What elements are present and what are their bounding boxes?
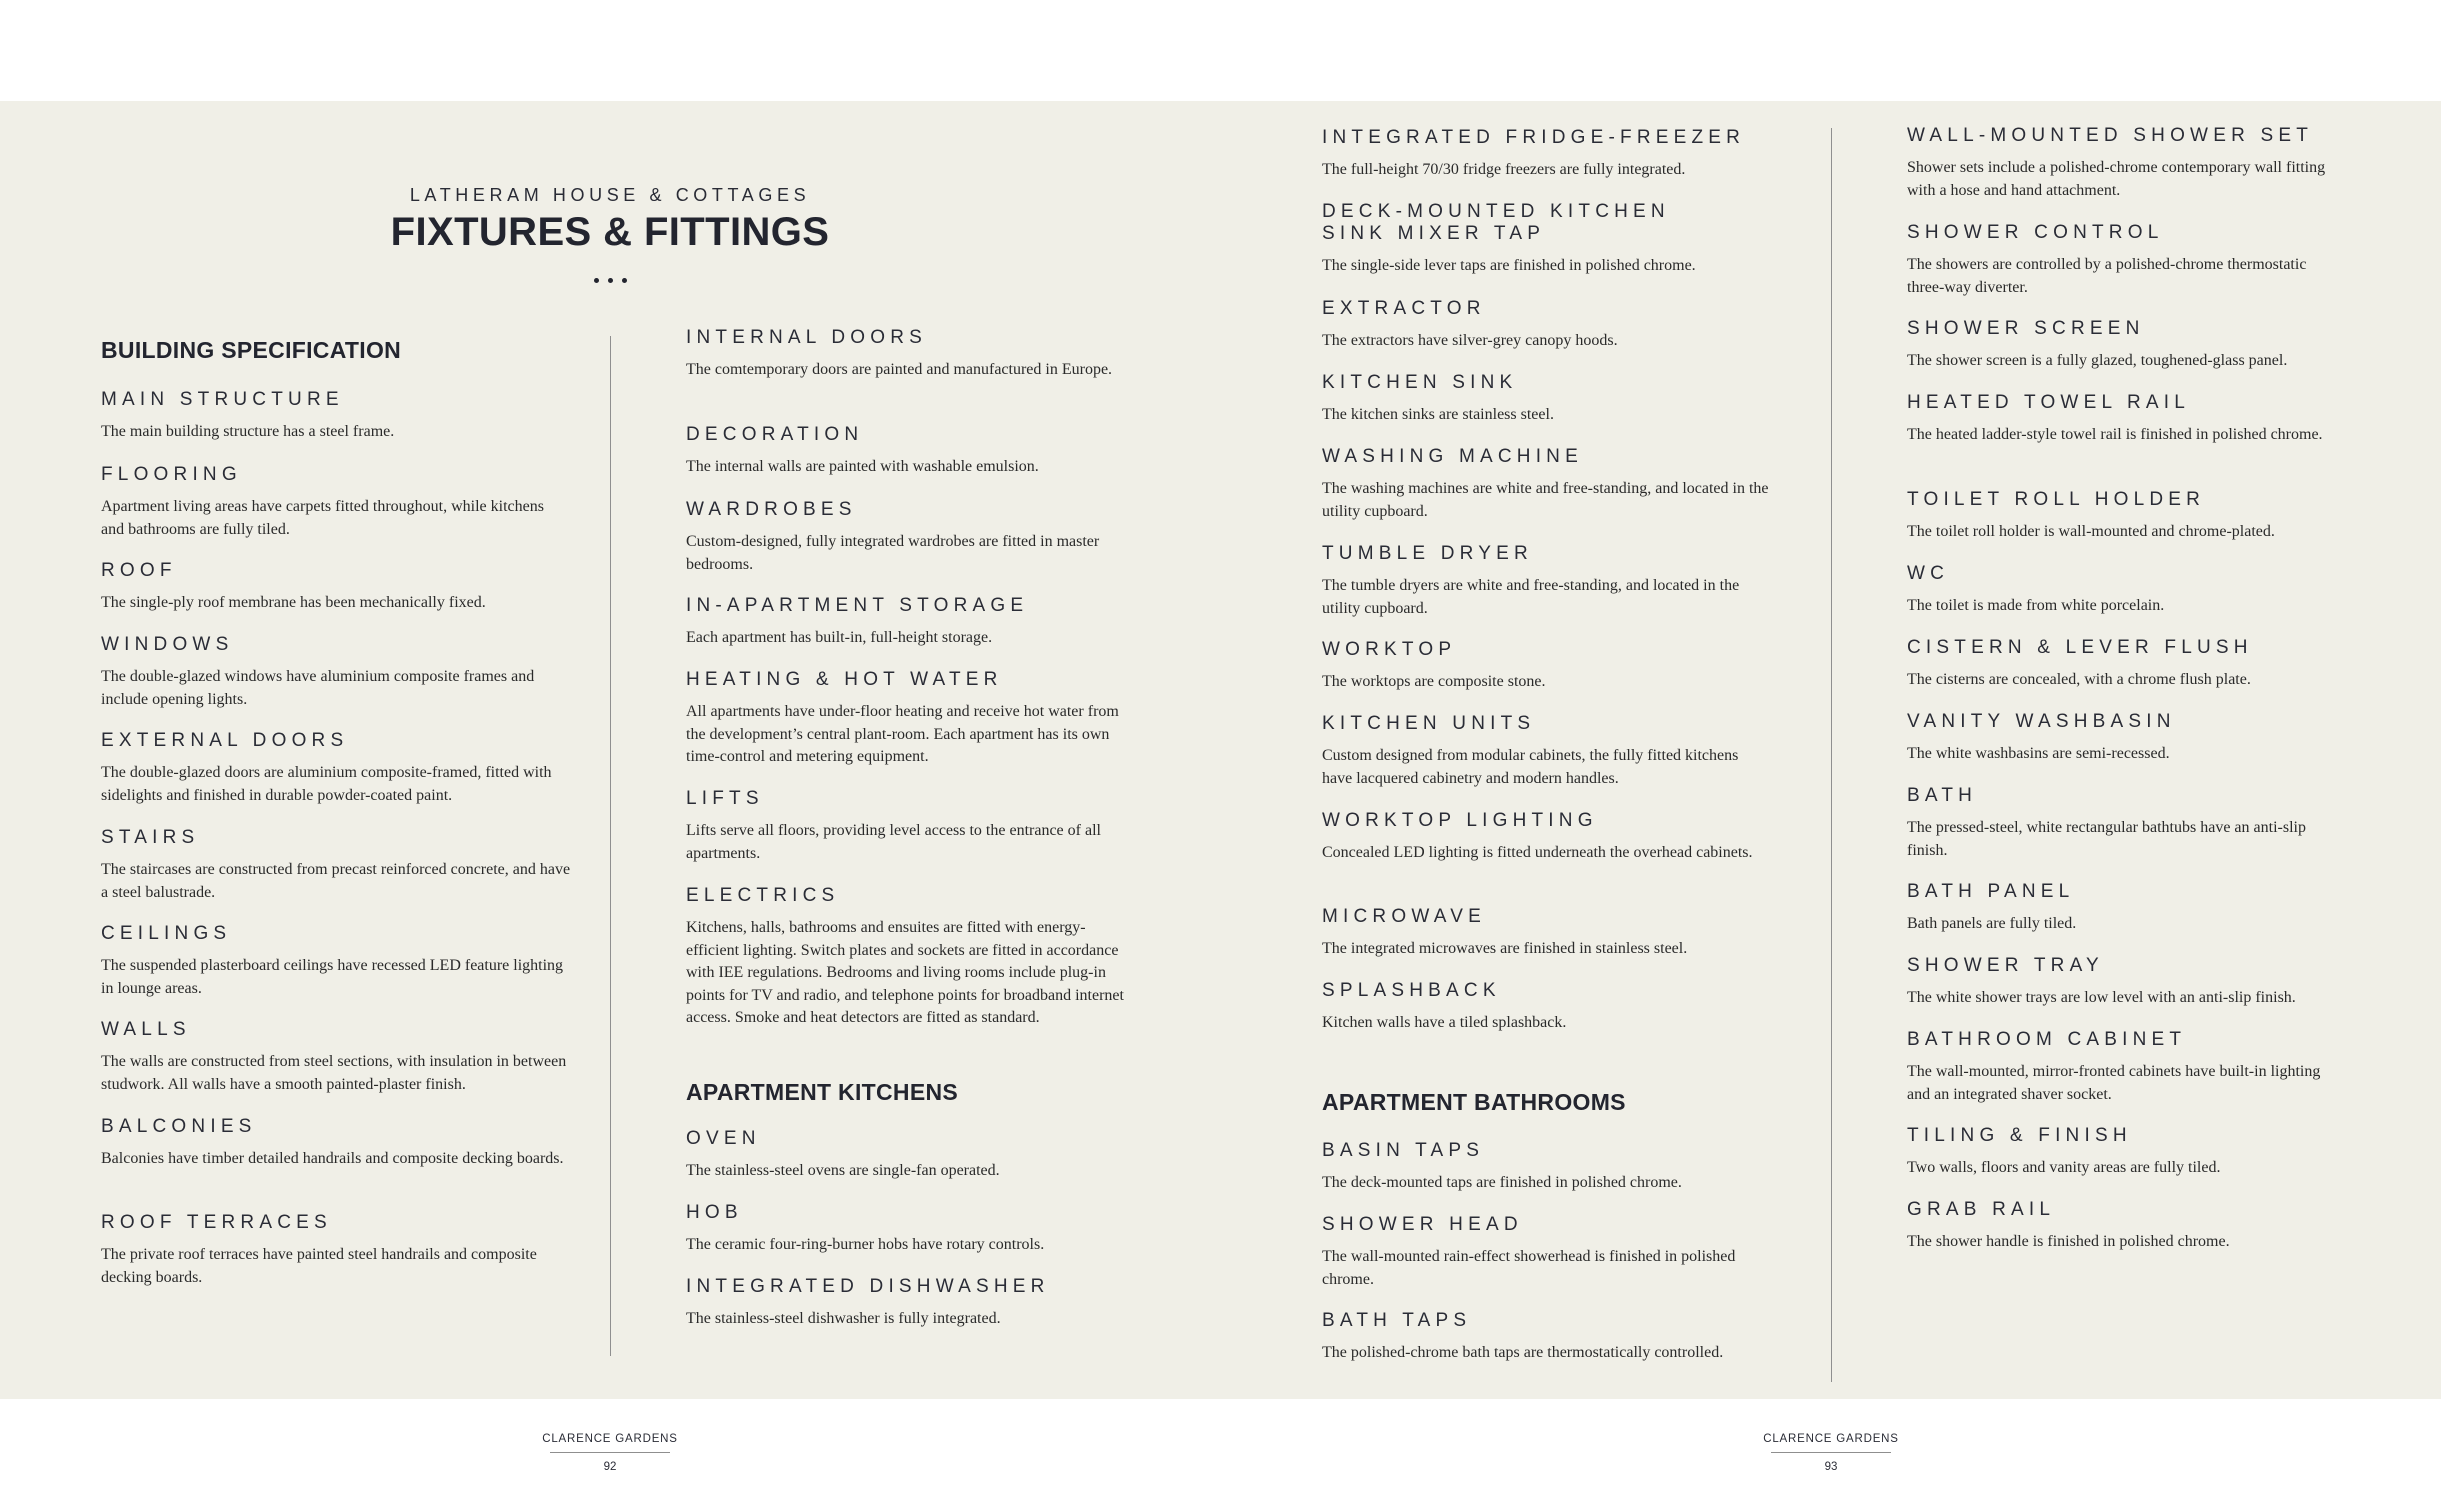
spec-item-text: The comtemporary doors are painted and manufactured in Europe. bbox=[686, 361, 1113, 378]
dot-icon bbox=[594, 278, 599, 283]
spec-item-text: The heated ladder-style towel rail is finished in polished chrome. bbox=[1907, 426, 2323, 443]
dot-icon bbox=[608, 278, 613, 283]
spec-item bbox=[1907, 489, 2337, 563]
spec-item bbox=[1907, 785, 2337, 881]
spec-item-heading: CISTERN & LEVER FLUSH bbox=[1907, 637, 2253, 658]
spec-item-text: The washing machines are white and free-standing, and located in the utility cupboard. bbox=[1322, 480, 1769, 520]
spec-item-text: The staircases are constructed from precast reinforced concrete, and have a steel balustrade. bbox=[101, 861, 571, 901]
spec-item-heading: HEATING & HOT WATER bbox=[686, 669, 1003, 690]
column-bathroom-fittings bbox=[1907, 125, 2337, 1254]
spec-item-text: The tumble dryers are white and free-standing, and located in the utility cupboard. bbox=[1322, 577, 1740, 617]
spec-item-text: The stainless-steel ovens are single-fan operated. bbox=[686, 1162, 1000, 1179]
spec-item bbox=[1907, 1199, 2337, 1254]
spec-item-text: The shower screen is a fully glazed, toughened-glass panel. bbox=[1907, 352, 2288, 369]
spec-item-heading: SHOWER TRAY bbox=[1907, 955, 2104, 976]
spec-item bbox=[1907, 711, 2337, 785]
spec-item-heading: BATH TAPS bbox=[1322, 1310, 1472, 1331]
spec-item bbox=[101, 730, 571, 827]
spec-item-heading: OVEN bbox=[686, 1128, 761, 1149]
spec-item bbox=[686, 669, 1126, 788]
spec-item-heading: WC bbox=[1907, 563, 1950, 584]
spec-item-heading: DECK-MOUNTED KITCHEN SINK MIXER TAP bbox=[1322, 201, 1670, 244]
spec-item-text: The white washbasins are semi-recessed. bbox=[1907, 745, 2170, 762]
spec-item-text: The showers are controlled by a polished-chrome thermostatic three-way diverter. bbox=[1907, 256, 2307, 296]
spec-item-heading: EXTERNAL DOORS bbox=[101, 730, 349, 751]
column-interiors-and-kitchens bbox=[686, 327, 1126, 1331]
spec-item-text: The kitchen sinks are stainless steel. bbox=[1322, 406, 1554, 423]
dot-icon bbox=[622, 278, 627, 283]
spec-item bbox=[1322, 1214, 1772, 1310]
spec-item bbox=[101, 923, 571, 1019]
spec-item-heading: IN-APARTMENT STORAGE bbox=[686, 595, 1029, 616]
footer-right bbox=[1761, 1432, 1901, 1474]
spec-item-heading: WORKTOP LIGHTING bbox=[1322, 810, 1598, 831]
spec-item-heading: BATH PANEL bbox=[1907, 881, 2075, 902]
spec-item-text: Two walls, floors and vanity areas are fully tiled. bbox=[1907, 1159, 2221, 1176]
spec-item-heading: INTEGRATED FRIDGE-FREEZER bbox=[1322, 127, 1746, 148]
spec-item-heading: TOILET ROLL HOLDER bbox=[1907, 489, 2206, 510]
spec-item bbox=[1322, 713, 1772, 810]
spec-item bbox=[686, 885, 1126, 1078]
spec-item-heading: FLOORING bbox=[101, 464, 242, 485]
spec-item-text: The single-ply roof membrane has been mechanically fixed. bbox=[101, 594, 486, 611]
spec-item bbox=[1322, 201, 1772, 298]
spec-item-heading: SPLASHBACK bbox=[1322, 980, 1501, 1001]
spec-item bbox=[1322, 1140, 1772, 1214]
spec-item-heading: BATHROOM CABINET bbox=[1907, 1029, 2187, 1050]
spec-item-heading: TILING & FINISH bbox=[1907, 1125, 2132, 1146]
spec-item bbox=[1907, 1125, 2337, 1199]
spec-item bbox=[101, 389, 571, 464]
spec-item-text: Bath panels are fully tiled. bbox=[1907, 915, 2077, 932]
spec-item bbox=[1322, 639, 1772, 713]
spec-item-heading: CEILINGS bbox=[101, 923, 232, 944]
spec-item bbox=[1907, 1029, 2337, 1125]
spec-item-text: The polished-chrome bath taps are thermostatically controlled. bbox=[1322, 1344, 1724, 1361]
spec-item-heading: EXTRACTOR bbox=[1322, 298, 1486, 319]
spec-item-heading: TUMBLE DRYER bbox=[1322, 543, 1533, 564]
spec-item-text: The pressed-steel, white rectangular bathtubs have an anti-slip finish. bbox=[1907, 819, 2306, 859]
page-number: 92 bbox=[603, 1461, 617, 1473]
spec-item-heading: BATH bbox=[1907, 785, 1978, 806]
spec-item-heading: BALCONIES bbox=[101, 1116, 257, 1137]
spec-item-text: The ceramic four-ring-burner hobs have rotary controls. bbox=[686, 1236, 1045, 1253]
footer-left bbox=[540, 1432, 680, 1474]
spec-item bbox=[101, 1212, 571, 1289]
spec-item-text: Each apartment has built-in, full-height storage. bbox=[686, 629, 993, 646]
spec-item-text: Concealed LED lighting is fitted underneath the overhead cabinets. bbox=[1322, 844, 1753, 861]
spec-item-text: Custom-designed, fully integrated wardrobes are fitted in master bedrooms. bbox=[686, 533, 1100, 573]
spec-item-heading: GRAB RAIL bbox=[1907, 1199, 2056, 1220]
spec-item-heading: INTEGRATED DISHWASHER bbox=[686, 1276, 1050, 1297]
spec-item bbox=[101, 464, 571, 560]
spec-item-text: The stainless-steel dishwasher is fully integrated. bbox=[686, 1310, 1001, 1327]
spec-item-text: The main building structure has a steel frame. bbox=[101, 423, 395, 440]
spec-item bbox=[101, 1019, 571, 1116]
spec-item bbox=[101, 634, 571, 730]
spec-item-text: The integrated microwaves are finished in stainless steel. bbox=[1322, 940, 1688, 957]
column-divider-left bbox=[610, 336, 611, 1356]
spec-item-heading: WINDOWS bbox=[101, 634, 234, 655]
spec-item-heading: BASIN TAPS bbox=[1322, 1140, 1485, 1161]
spec-item-heading: MAIN STRUCTURE bbox=[101, 389, 344, 410]
spec-item-text: The toilet roll holder is wall-mounted and chrome-plated. bbox=[1907, 523, 2275, 540]
spec-item-text: Shower sets include a polished-chrome contemporary wall fitting with a hose and hand attachment. bbox=[1907, 159, 2326, 199]
spec-item-text: The worktops are composite stone. bbox=[1322, 673, 1546, 690]
spec-item-heading: SHOWER HEAD bbox=[1322, 1214, 1523, 1235]
spec-item-text: The full-height 70/30 fridge freezers are fully integrated. bbox=[1322, 161, 1686, 178]
spec-item-heading: MICROWAVE bbox=[1322, 906, 1486, 927]
spec-item-text: The white shower trays are low level with an anti-slip finish. bbox=[1907, 989, 2296, 1006]
spec-item bbox=[1322, 372, 1772, 446]
spec-item-heading: DECORATION bbox=[686, 424, 864, 445]
spec-item-text: The wall-mounted rain-effect showerhead is finished in polished chrome. bbox=[1322, 1248, 1736, 1288]
section-heading-apartment-bathrooms: APARTMENT BATHROOMS bbox=[1322, 1089, 1626, 1115]
spec-item-text: The deck-mounted taps are finished in polished chrome. bbox=[1322, 1174, 1682, 1191]
spec-item bbox=[1322, 980, 1772, 1088]
spec-item bbox=[686, 788, 1126, 885]
spec-item-heading: HEATED TOWEL RAIL bbox=[1907, 392, 2191, 413]
spec-item-heading: HOB bbox=[686, 1202, 743, 1223]
spec-item-text: All apartments have under-floor heating and receive hot water from the development’s central plant-room. Each apartment has its own time-control and metering equipment. bbox=[686, 703, 1119, 765]
spec-item bbox=[686, 1128, 1126, 1202]
spec-item bbox=[101, 1116, 571, 1212]
spec-item-heading: WASHING MACHINE bbox=[1322, 446, 1583, 467]
column-kitchens-and-bathrooms bbox=[1322, 127, 1772, 1365]
spec-item-text: The double-glazed doors are aluminium composite-framed, fitted with sidelights and finished in durable powder-coated paint. bbox=[101, 764, 552, 804]
masthead bbox=[290, 184, 930, 283]
spec-item-heading: ELECTRICS bbox=[686, 885, 840, 906]
section-heading-building-specification: BUILDING SPECIFICATION bbox=[101, 337, 402, 363]
spec-item-text: The wall-mounted, mirror-fronted cabinets have built-in lighting and an integrated shaver socket. bbox=[1907, 1063, 2321, 1103]
spec-item-text: The extractors have silver-grey canopy hoods. bbox=[1322, 332, 1618, 349]
spec-item-text: The private roof terraces have painted steel handrails and composite decking boards. bbox=[101, 1246, 537, 1286]
spec-item-heading: SHOWER CONTROL bbox=[1907, 222, 2164, 243]
footer-divider bbox=[1771, 1452, 1891, 1453]
spec-item-text: Custom designed from modular cabinets, the fully fitted kitchens have lacquered cabinetry and modern handles. bbox=[1322, 747, 1739, 787]
spec-item bbox=[1322, 446, 1772, 543]
spec-item-heading: WARDROBES bbox=[686, 499, 857, 520]
page-title: FIXTURES & FITTINGS bbox=[390, 210, 830, 254]
spec-item-heading: INTERNAL DOORS bbox=[686, 327, 928, 348]
footer-divider bbox=[550, 1452, 670, 1453]
section-heading-apartment-kitchens: APARTMENT KITCHENS bbox=[686, 1079, 959, 1105]
item-list bbox=[101, 389, 571, 1289]
footer-publication-name: CLARENCE GARDENS bbox=[1763, 1433, 1899, 1445]
column-divider-right bbox=[1831, 128, 1832, 1382]
spec-item-text: The walls are constructed from steel sections, with insulation in between studwork. All walls have a smooth painted-plaster finish. bbox=[101, 1053, 567, 1093]
spec-item-heading: KITCHEN UNITS bbox=[1322, 713, 1536, 734]
spec-item bbox=[1907, 125, 2337, 222]
spec-item bbox=[1322, 810, 1772, 906]
masthead-kicker: LATHERAM HOUSE & COTTAGES bbox=[409, 185, 811, 205]
spec-item-heading: VANITY WASHBASIN bbox=[1907, 711, 2176, 732]
spec-item bbox=[101, 560, 571, 634]
spec-item bbox=[686, 424, 1126, 499]
spec-item bbox=[686, 1202, 1126, 1276]
ornament-dots bbox=[290, 278, 930, 283]
spec-item-text: The toilet is made from white porcelain. bbox=[1907, 597, 2165, 614]
spec-item-heading: KITCHEN SINK bbox=[1322, 372, 1518, 393]
spec-item bbox=[1907, 563, 2337, 637]
spec-item bbox=[1322, 1310, 1772, 1365]
spec-item-text: Kitchen walls have a tiled splashback. bbox=[1322, 1014, 1567, 1031]
spec-item bbox=[686, 499, 1126, 595]
spec-item-heading: WORKTOP bbox=[1322, 639, 1457, 660]
spec-item-heading: LIFTS bbox=[686, 788, 764, 809]
spec-item bbox=[1322, 127, 1772, 201]
spec-item-text: The double-glazed windows have aluminium composite frames and include opening lights. bbox=[101, 668, 535, 708]
footer-publication-name: CLARENCE GARDENS bbox=[542, 1433, 678, 1445]
spec-item-text: The suspended plasterboard ceilings have recessed LED feature lighting in lounge areas. bbox=[101, 957, 564, 997]
spec-item bbox=[1907, 392, 2337, 489]
spec-item-text: The cisterns are concealed, with a chrome flush plate. bbox=[1907, 671, 2251, 688]
spec-item-text: Lifts serve all floors, providing level access to the entrance of all apartments. bbox=[686, 822, 1101, 862]
spec-item-heading: STAIRS bbox=[101, 827, 200, 848]
spec-item-heading: ROOF bbox=[101, 560, 177, 581]
spec-item-text: The shower handle is finished in polished chrome. bbox=[1907, 1233, 2230, 1250]
spec-item-text: Balconies have timber detailed handrails and composite decking boards. bbox=[101, 1150, 564, 1167]
spec-item bbox=[1907, 955, 2337, 1029]
spec-item bbox=[1907, 881, 2337, 955]
spec-item-heading: SHOWER SCREEN bbox=[1907, 318, 2145, 339]
spec-item bbox=[1907, 637, 2337, 711]
spec-item-text: Kitchens, halls, bathrooms and ensuites are fitted with energy-efficient lighting. Switch plates and sockets are fitted in accordance with IEE regulations. Bedrooms and living rooms include plug-in points for TV and radio, and telephone points for broadband internet access. Smoke and heat detectors are fitted as standard. bbox=[686, 919, 1124, 1026]
spec-item bbox=[1322, 543, 1772, 639]
spec-item-text: The internal walls are painted with washable emulsion. bbox=[686, 458, 1039, 475]
column-building-specification bbox=[101, 336, 571, 1289]
spec-item bbox=[1322, 906, 1772, 980]
spec-item bbox=[686, 1276, 1126, 1331]
spec-item bbox=[101, 827, 571, 923]
spec-item-heading: WALL-MOUNTED SHOWER SET bbox=[1907, 125, 2314, 146]
spec-item-text: Apartment living areas have carpets fitted throughout, while kitchens and bathrooms are fully tiled. bbox=[101, 498, 544, 538]
spec-item-heading: ROOF TERRACES bbox=[101, 1212, 332, 1233]
spec-item bbox=[1907, 222, 2337, 318]
spec-item bbox=[686, 327, 1126, 424]
spec-item bbox=[1907, 318, 2337, 392]
spec-item-text: The single-side lever taps are finished in polished chrome. bbox=[1322, 257, 1696, 274]
spec-item bbox=[686, 595, 1126, 669]
spec-item bbox=[1322, 298, 1772, 372]
page-number: 93 bbox=[1824, 1461, 1838, 1473]
spec-item-heading: WALLS bbox=[101, 1019, 191, 1040]
